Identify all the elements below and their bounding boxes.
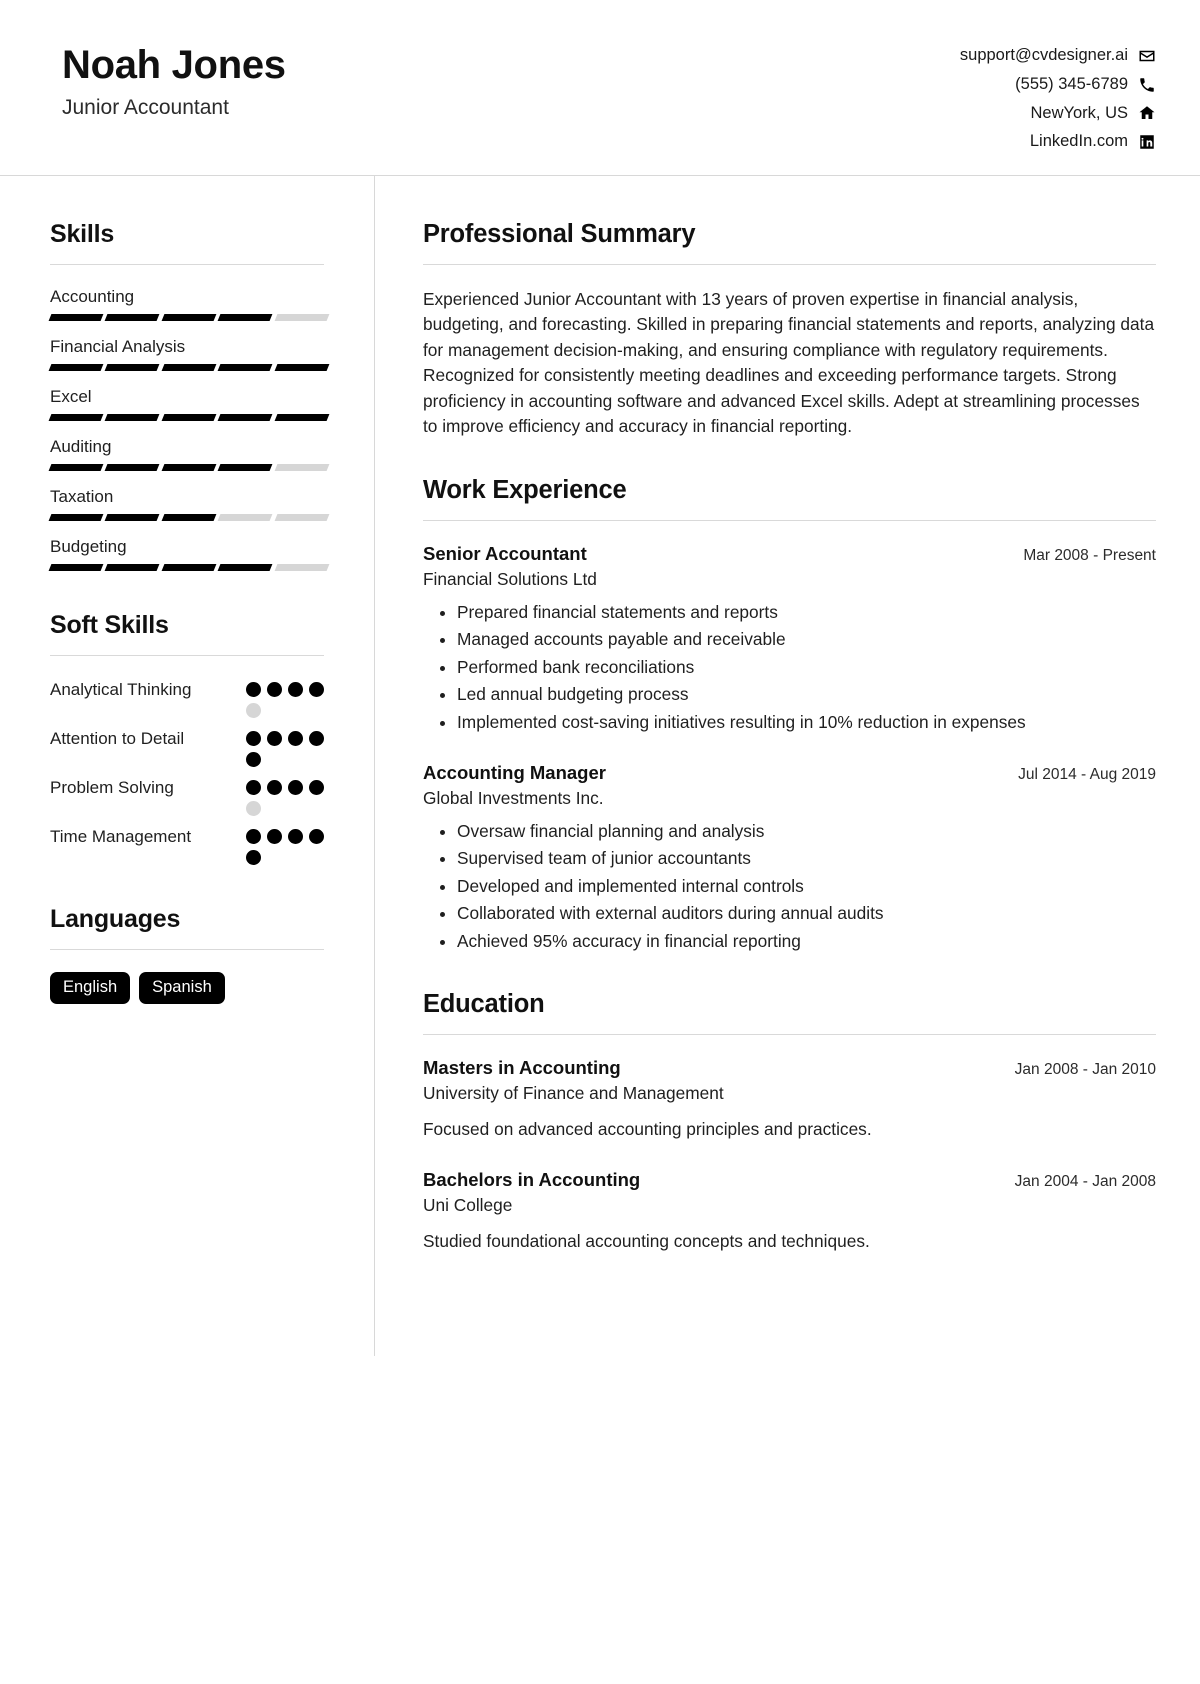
work-bullet: • Collaborated with external auditors during annual audits xyxy=(457,901,1156,927)
contact-linkedin-text: LinkedIn.com xyxy=(1029,132,1128,151)
work-bullet: • Achieved 95% accuracy in financial reporting xyxy=(457,929,1156,955)
education-degree: Bachelors in Accounting xyxy=(423,1168,641,1190)
education-entries xyxy=(423,1057,1156,1253)
work-bullet-list xyxy=(423,600,1156,736)
rating-dot xyxy=(246,780,261,795)
sidebar xyxy=(0,176,375,1356)
section-work-experience xyxy=(423,476,1156,955)
work-role: Accounting Manager xyxy=(423,761,606,783)
skills-divider xyxy=(50,264,324,265)
soft-skill-rating xyxy=(246,678,324,718)
contact-phone-text: (555) 345-6789 xyxy=(1015,74,1128,93)
work-entry xyxy=(423,543,1156,736)
skill-bar-segment xyxy=(218,414,273,421)
rating-dot xyxy=(309,682,324,697)
rating-dot xyxy=(246,829,261,844)
resume-body xyxy=(0,176,1200,1356)
education-heading: Education xyxy=(423,990,545,1019)
work-bullet: • Supervised team of junior accountants xyxy=(457,846,1156,872)
skill-bar-segment xyxy=(105,364,160,371)
rating-dot xyxy=(267,829,282,844)
rating-dot xyxy=(267,731,282,746)
soft-skills-divider xyxy=(50,655,324,656)
education-divider xyxy=(423,1034,1156,1035)
rating-dot xyxy=(267,780,282,795)
rating-dot xyxy=(246,682,261,697)
skill-bar-segment xyxy=(105,564,160,571)
skill-bar-segment xyxy=(218,514,273,521)
soft-skills-heading: Soft Skills xyxy=(50,611,169,639)
skill-bar-segment xyxy=(49,314,104,321)
work-entries xyxy=(423,543,1156,955)
section-languages xyxy=(50,905,324,1004)
soft-skill-name: Attention to Detail xyxy=(50,729,185,748)
summary-heading: Professional Summary xyxy=(423,220,696,248)
skill-bar-segment xyxy=(49,564,104,571)
rating-dot xyxy=(288,829,303,844)
identity-block xyxy=(62,38,286,120)
skill-bar-segment xyxy=(161,464,216,471)
rating-dot xyxy=(309,829,324,844)
linkedin-icon xyxy=(1137,133,1156,152)
soft-skill-item xyxy=(50,727,324,767)
language-pill: English xyxy=(50,972,130,1004)
education-entry xyxy=(423,1057,1156,1142)
soft-skill-name: Time Management xyxy=(50,827,192,846)
skill-bar-segment xyxy=(161,364,216,371)
email-icon xyxy=(1137,46,1156,65)
contact-phone[interactable] xyxy=(1015,75,1156,95)
skill-bar-segment xyxy=(49,364,104,371)
skills-list xyxy=(50,287,324,571)
rating-dot xyxy=(309,731,324,746)
skill-bar-segment xyxy=(105,414,160,421)
contact-email[interactable] xyxy=(960,46,1156,66)
work-entry-header xyxy=(423,543,1156,565)
contact-location-text: NewYork, US xyxy=(1030,103,1128,122)
contact-block xyxy=(960,38,1156,152)
rating-dot xyxy=(246,731,261,746)
education-description: Focused on advanced accounting principles and practices. xyxy=(423,1119,872,1140)
education-entry-header xyxy=(423,1057,1156,1079)
language-pill: Spanish xyxy=(139,972,225,1004)
resume-header xyxy=(0,0,1200,176)
skill-level-bar xyxy=(50,414,328,421)
skill-level-bar xyxy=(50,364,328,371)
work-divider xyxy=(423,520,1156,521)
section-summary xyxy=(423,220,1156,440)
education-entry-header xyxy=(423,1169,1156,1191)
main-column xyxy=(375,176,1200,1356)
education-entry xyxy=(423,1169,1156,1254)
skill-bar-segment xyxy=(161,514,216,521)
rating-dot xyxy=(288,731,303,746)
rating-dot xyxy=(246,801,261,816)
skill-bar-segment xyxy=(161,564,216,571)
skill-level-bar xyxy=(50,314,328,321)
skill-bar-segment xyxy=(274,514,329,521)
skill-bar-segment xyxy=(49,464,104,471)
soft-skill-name: Problem Solving xyxy=(50,778,174,797)
skill-bar-segment xyxy=(274,464,329,471)
soft-skill-rating xyxy=(246,825,324,865)
soft-skill-item xyxy=(50,678,324,718)
work-bullet: • Implemented cost-saving initiatives resulting in 10% reduction in expenses xyxy=(457,710,1156,736)
skill-bar-segment xyxy=(161,314,216,321)
work-bullet: • Developed and implemented internal controls xyxy=(457,874,1156,900)
skill-name: Budgeting xyxy=(50,537,127,556)
soft-skill-item xyxy=(50,776,324,816)
rating-dot xyxy=(288,780,303,795)
work-entry-header xyxy=(423,762,1156,784)
skill-bar-segment xyxy=(105,464,160,471)
work-bullet: • Managed accounts payable and receivable xyxy=(457,627,1156,653)
rating-dot xyxy=(246,752,261,767)
soft-skill-name: Analytical Thinking xyxy=(50,680,192,699)
skill-bar-segment xyxy=(274,364,329,371)
work-dates: Mar 2008 - Present xyxy=(1023,546,1156,564)
skill-name: Auditing xyxy=(50,437,112,456)
skills-heading: Skills xyxy=(50,220,115,248)
education-degree: Masters in Accounting xyxy=(423,1057,621,1079)
work-bullet: • Led annual budgeting process xyxy=(457,682,1156,708)
skill-item xyxy=(50,337,324,371)
skill-name: Excel xyxy=(50,387,92,406)
soft-skill-item xyxy=(50,825,324,865)
skill-item xyxy=(50,537,324,571)
skill-bar-segment xyxy=(274,414,329,421)
skill-item xyxy=(50,387,324,421)
education-school: Uni College xyxy=(423,1194,513,1215)
candidate-job-title: Junior Accountant xyxy=(62,96,229,120)
skill-bar-segment xyxy=(274,314,329,321)
skill-name: Accounting xyxy=(50,287,135,306)
languages-divider xyxy=(50,949,324,950)
work-heading: Work Experience xyxy=(423,475,627,504)
phone-icon xyxy=(1137,75,1156,94)
contact-linkedin[interactable] xyxy=(1030,132,1156,152)
section-education xyxy=(423,990,1156,1253)
contact-location xyxy=(1030,104,1156,124)
education-school: University of Finance and Management xyxy=(423,1083,724,1104)
home-icon xyxy=(1137,104,1156,123)
rating-dot xyxy=(267,682,282,697)
work-entry xyxy=(423,762,1156,955)
rating-dot xyxy=(309,780,324,795)
work-organization: Global Investments Inc. xyxy=(423,787,604,808)
rating-dot xyxy=(246,850,261,865)
work-bullet-list xyxy=(423,819,1156,955)
languages-heading: Languages xyxy=(50,905,181,933)
skill-bar-segment xyxy=(218,314,273,321)
rating-dot xyxy=(246,703,261,718)
skill-name: Taxation xyxy=(50,487,114,506)
skill-bar-segment xyxy=(49,514,104,521)
skill-item xyxy=(50,437,324,471)
work-organization: Financial Solutions Ltd xyxy=(423,568,597,589)
education-dates: Jan 2004 - Jan 2008 xyxy=(1014,1172,1156,1190)
work-dates: Jul 2014 - Aug 2019 xyxy=(1018,765,1156,783)
summary-divider xyxy=(423,264,1156,265)
candidate-name: Noah Jones xyxy=(62,43,286,87)
languages-list xyxy=(50,972,324,1004)
skill-name: Financial Analysis xyxy=(50,337,186,356)
education-dates: Jan 2008 - Jan 2010 xyxy=(1014,1061,1156,1079)
section-soft-skills xyxy=(50,611,324,865)
skill-level-bar xyxy=(50,514,328,521)
skill-item xyxy=(50,487,324,521)
work-bullet: • Performed bank reconciliations xyxy=(457,655,1156,681)
skill-bar-segment xyxy=(105,514,160,521)
skill-bar-segment xyxy=(274,564,329,571)
education-description: Studied foundational accounting concepts and techniques. xyxy=(423,1230,870,1251)
contact-email-text: support@cvdesigner.ai xyxy=(959,46,1128,64)
summary-text: Experienced Junior Accountant with 13 years of proven expertise in financial analysis, budgeting, and forecasting. Skilled in preparing financial statements and reports, analyzing data for management decision-making, and ensuring compliance with regulatory requirements. Recognized for consistently meeting deadlines and exceeding performance targets. Strong proficiency in accounting software and advanced Excel skills. Adept at streamlining processes to improve efficiency and accuracy in financial reporting. xyxy=(423,289,1155,437)
skill-bar-segment xyxy=(49,414,104,421)
work-role: Senior Accountant xyxy=(423,542,587,564)
section-skills xyxy=(50,220,324,571)
skill-level-bar xyxy=(50,564,328,571)
soft-skills-list xyxy=(50,678,324,865)
soft-skill-rating xyxy=(246,727,324,767)
skill-bar-segment xyxy=(105,314,160,321)
skill-bar-segment xyxy=(218,464,273,471)
work-bullet: • Oversaw financial planning and analysis xyxy=(457,819,1156,845)
skill-item xyxy=(50,287,324,321)
rating-dot xyxy=(288,682,303,697)
skill-bar-segment xyxy=(161,414,216,421)
skill-level-bar xyxy=(50,464,328,471)
skill-bar-segment xyxy=(218,364,273,371)
work-bullet: • Prepared financial statements and reports xyxy=(457,600,1156,626)
soft-skill-rating xyxy=(246,776,324,816)
skill-bar-segment xyxy=(218,564,273,571)
